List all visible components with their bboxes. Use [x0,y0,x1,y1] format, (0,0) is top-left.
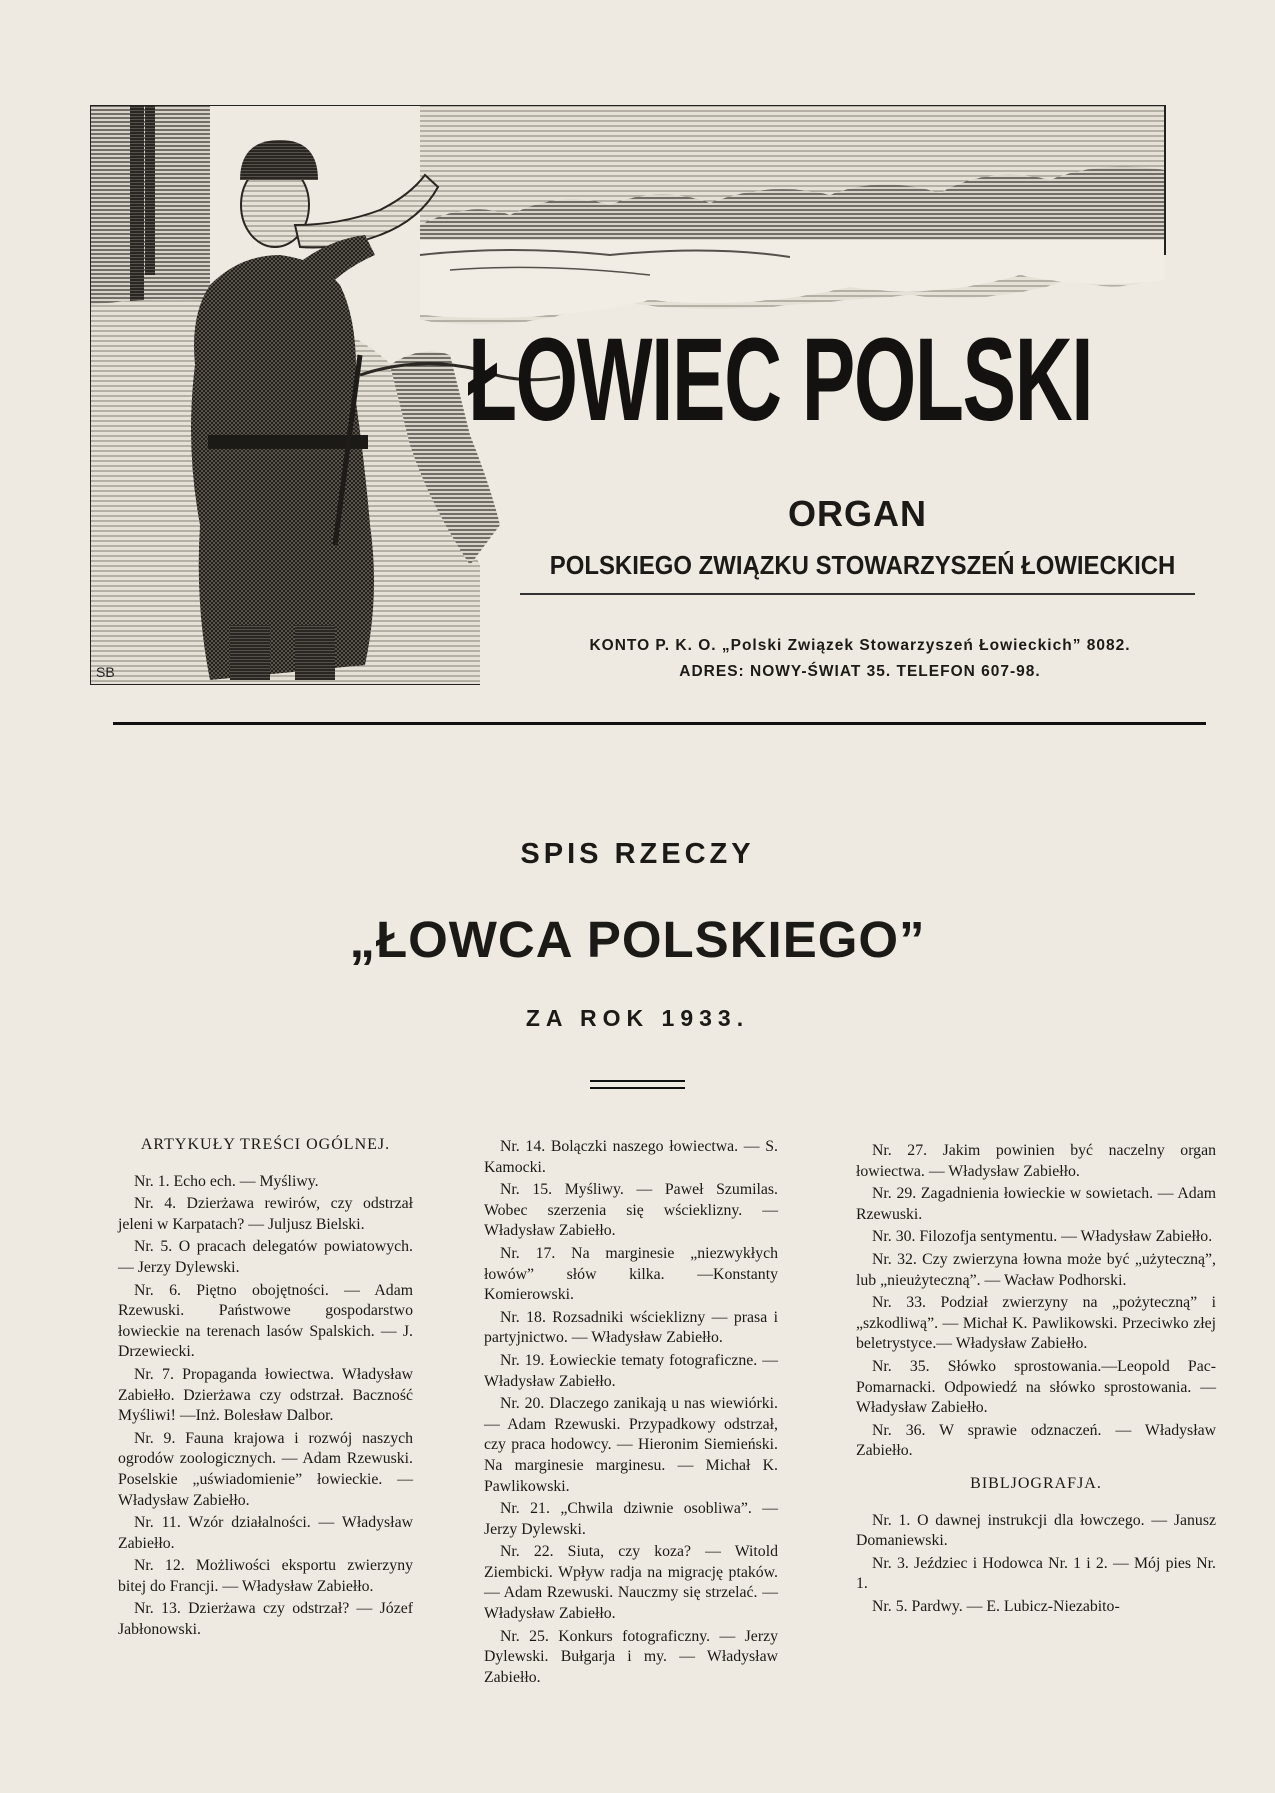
list-item: Nr. 20. Dlaczego zanikają u nas wiewiórki. — Adam Rzewuski. Przypadkowy odstrzał, czy praca hodowcy. — Hieronim Siemieński. Na marginesie marginesu. — Michał K. Pawlikowski. [484,1395,778,1495]
column-3 [856,1141,1216,1619]
section-heading-general: ARTYKUŁY TREŚCI OGÓLNEJ. [140,1136,391,1153]
section-heading-bibliography: BIBLJOGRAFJA. [970,1474,1102,1492]
double-rule-top [590,1080,685,1082]
list-item: Nr. 1. O dawnej instrukcji dla łowczego. — Janusz Domaniewski. [856,1511,1216,1550]
engraver-initials: SB [96,664,115,680]
union-name: POLSKIEGO ZWIĄZKU STOWARZYSZEŃ ŁOWIECKICH [549,550,1176,580]
list-item: Nr. 17. Na marginesie „niezwykłych łowów” słów kilka. —Konstanty Komierowski. [484,1244,778,1304]
union-rule [520,593,1195,595]
list-item: Nr. 7. Propaganda łowiectwa. Władysław Zabiełło. Dzierżawa czy odstrzał. Baczność Myśliwi! —Inż. Bolesław Dalbor. [118,1365,413,1425]
contents-title: „ŁOWCA POLSKIEGO” [349,911,926,968]
list-item: Nr. 29. Zagadnienia łowieckie w sowietach. — Adam Rzewuski. [856,1185,1216,1223]
list-item: Nr. 21. „Chwila dziwnie osobliwa”. — Jerzy Dylewski. [484,1500,778,1538]
list-item: Nr. 33. Podział zwierzyny na „pożyteczną” i „szkodliwą”. — Michał K. Pawlikowski. Przeciwko złej beletrystyce.— Władysław Zabiełło. [856,1294,1216,1353]
list-item: Nr. 14. Bolączki naszego łowiectwa. — S. Kamocki. [484,1138,778,1176]
list-item: Nr. 27. Jakim powinien być naczelny organ łowiectwa. — Władysław Zabiełło. [856,1142,1216,1180]
list-item: Nr. 25. Konkurs fotograficzny. — Jerzy Dylewski. Bułgarja i my. — Władysław Zabiełło. [484,1627,778,1686]
list-item: Nr. 3. Jeździec i Hodowca Nr. 1 i 2. — Mój pies Nr. 1. [856,1554,1216,1593]
list-item: Nr. 12. Możliwości eksportu zwierzyny bitej do Francji. — Władysław Zabiełło. [118,1557,413,1595]
list-item: Nr. 1. Echo ech. — Myśliwy. [134,1172,319,1190]
list-item: Nr. 5. O pracach delegatów powiatowych. — Jerzy Dylewski. [118,1238,413,1276]
list-item: Nr. 6. Piętno obojętności. — Adam Rzewuski. Państwowe gospodarstwo łowieckie na terenach lasów Spalskich. — J. Drzewiecki. [118,1281,413,1361]
column-2 [484,1137,778,1690]
column-1 [118,1135,413,1643]
contents-label: SPIS RZECZY [520,838,755,870]
list-item: Nr. 19. Łowieckie tematy fotograficzne. — Władysław Zabiełło. [484,1351,778,1390]
list-item: Nr. 11. Wzór działalności. — Władysław Zabiełło. [118,1514,413,1552]
list-item: Nr. 9. Fauna krajowa i rozwój naszych ogrodów zoologicznych. — Adam Rzewuski. Poselskie „uświadomienie” łowieckie. — Władysław Zabiełło. [118,1429,413,1509]
double-rule-bottom [590,1087,685,1089]
address-line: ADRES: NOWY-ŚWIAT 35. TELEFON 607-98. [679,663,1041,680]
masthead-title: ŁOWIEC POLSKI [468,314,1093,446]
masthead-divider [113,722,1206,725]
list-item: Nr. 35. Słówko sprostowania.—Leopold Pac-Pomarnacki. Odpowiedź na słówko sprostowania. — Władysław Zabiełło. [856,1357,1216,1417]
contents-year: ZA ROK 1933. [525,1005,750,1031]
list-item: Nr. 18. Rozsadniki wścieklizny — prasa i partyjnictwo. — Władysław Zabiełło. [484,1308,778,1347]
list-item: Nr. 4. Dzierżawa rewirów, czy odstrzał jeleni w Karpatach? — Juljusz Bielski. [118,1195,413,1233]
list-item: Nr. 36. W sprawie odznaczeń. — Władysław Zabiełło. [856,1421,1216,1460]
list-item: Nr. 22. Siuta, czy koza? — Witold Ziembicki. Wpływ radja na migrację ptaków. — Adam Rzewuski. Nauczmy się strzelać. — Władysław Zabiełło. [484,1543,778,1623]
organ-label: ORGAN [788,493,927,534]
list-item: Nr. 30. Filozofja sentymentu. — Władysław Zabiełło. [872,1228,1213,1246]
account-line: KONTO P. K. O. „Polski Związek Stowarzyszeń Łowieckich” 8082. [589,637,1131,654]
list-item: Nr. 15. Myśliwy. — Paweł Szumilas. Wobec szerzenia się wścieklizny. — Władysław Zabiełło. [484,1181,778,1240]
list-item: Nr. 13. Dzierżawa czy odstrzał? — Józef Jabłonowski. [118,1600,413,1639]
list-item: Nr. 5. Pardwy. — E. Lubicz-Niezabito- [872,1597,1120,1615]
list-item: Nr. 32. Czy zwierzyna łowna może być „użyteczną”, lub „nieużyteczną”. — Wacław Podhorski. [856,1250,1216,1289]
